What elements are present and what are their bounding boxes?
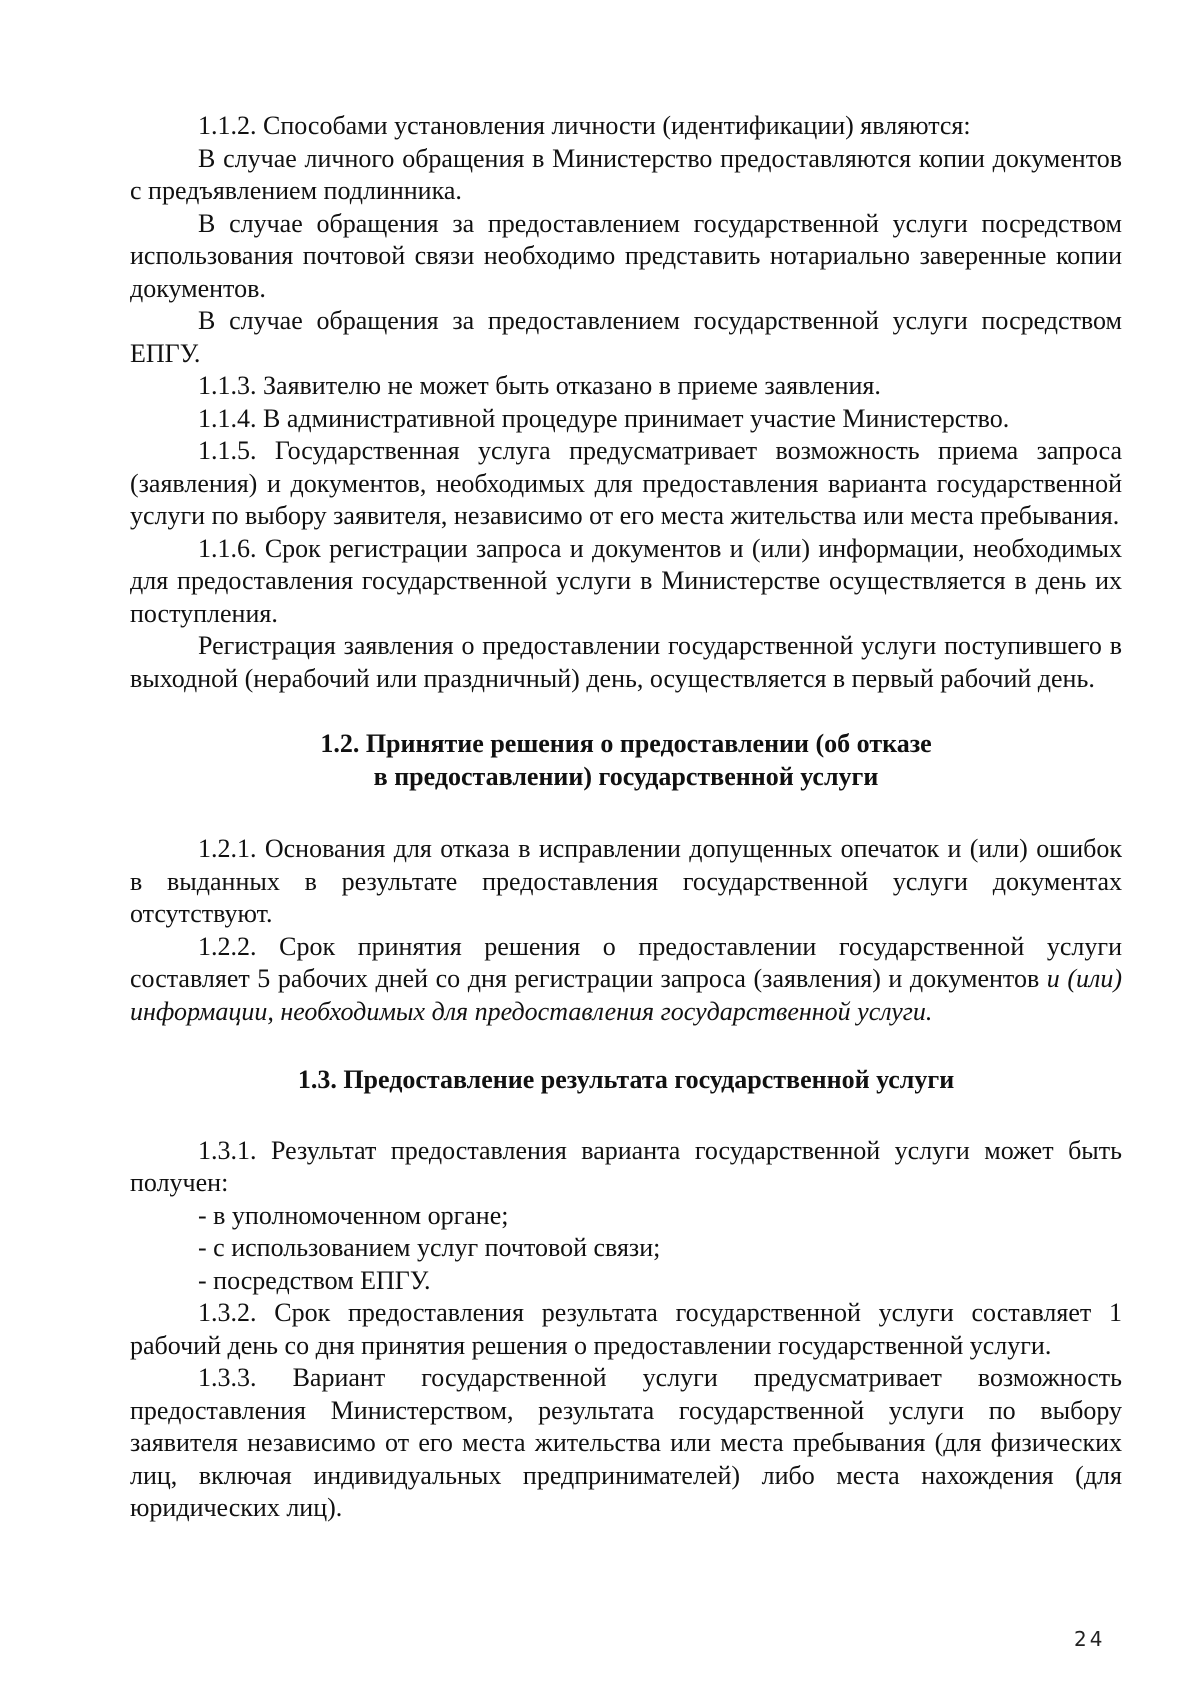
list-item-postal-service: - с использованием услуг почтовой связи;: [198, 1233, 661, 1262]
list-item-authorized-body: - в уполномоченном органе;: [198, 1200, 509, 1230]
paragraph-personal-visit: В случае личного обращения в Министерство предоставляются копии документов с предъявлением подлинника.: [130, 143, 1122, 205]
page-number: 24: [1074, 1627, 1106, 1651]
paragraph-1-1-2: 1.1.2. Способами установления личности (идентификации) являются:: [198, 111, 971, 140]
paragraph-1-1-6: 1.1.6. Срок регистрации запроса и документов и (или) информации, необходимых для предоставления государственной услуги в Министерстве осуществляется в день их поступления.: [130, 533, 1122, 628]
paragraph-1-2-2-text: 1.2.2. Срок принятия решения о предоставлении государственной услуги составляет 5 рабочих дней со дня регистрации запроса (заявления) и документов: [130, 931, 1122, 993]
paragraph-1-1-3: 1.1.3. Заявителю не может быть отказано в приеме заявления.: [198, 371, 881, 400]
list-item-epgu: - посредством ЕПГУ.: [198, 1265, 431, 1295]
paragraph-1-1-5: 1.1.5. Государственная услуга предусматривает возможность приема запроса (заявления) и документов, необходимых для предоставления варианта государственной услуги по выбору заявителя, независимо от его места жительства или места пребывания.: [130, 436, 1122, 530]
section-heading-1-2-line1: 1.2. Принятие решения о предоставлении (об отказе: [320, 729, 932, 758]
paragraph-1-2-1: 1.2.1. Основания для отказа в исправлении допущенных опечаток и (или) ошибок в выданных в результате предоставления государственной услуги документах отсутствуют.: [130, 834, 1122, 928]
paragraph-postal-request: В случае обращения за предоставлением государственной услуги посредством использования почтовой связи необходимо представить нотариально заверенные копии документов.: [130, 208, 1122, 303]
section-heading-1-3: 1.3. Предоставление результата государственной услуги: [297, 1065, 955, 1094]
paragraph-1-3-3: 1.3.3. Вариант государственной услуги предусматривает возможность предоставления Министерством, результата государственной услуги по выбору заявителя независимо от его места жительства или места пребывания (для физических лиц, включая индивидуальных предпринимателей) либо места нахождения (для юридических лиц).: [130, 1363, 1122, 1522]
section-heading-1-2-line2: в предоставлении) государственной услуги: [373, 761, 879, 791]
document-body: [130, 110, 1122, 1525]
paragraph-1-2-2-italic: и (или) информации, необходимых для предоставления государственной услуги.: [130, 964, 1123, 1026]
paragraph-1-3-1: 1.3.1. Результат предоставления варианта государственной услуги может быть получен:: [130, 1135, 1122, 1197]
paragraph-1-1-4: 1.1.4. В административной процедуре принимает участие Министерство.: [198, 403, 1010, 433]
paragraph-1-3-2: 1.3.2. Срок предоставления результата государственной услуги составляет 1 рабочий день со дня принятия решения о предоставлении государственной услуги.: [130, 1298, 1122, 1360]
paragraph-epgu-request: В случае обращения за предоставлением государственной услуги посредством ЕПГУ.: [130, 306, 1122, 368]
paragraph-1-2-2: [130, 931, 1122, 1029]
paragraph-registration: Регистрация заявления о предоставлении государственной услуги поступившего в выходной (нерабочий или праздничный) день, осуществляется в первый рабочий день.: [130, 631, 1122, 693]
